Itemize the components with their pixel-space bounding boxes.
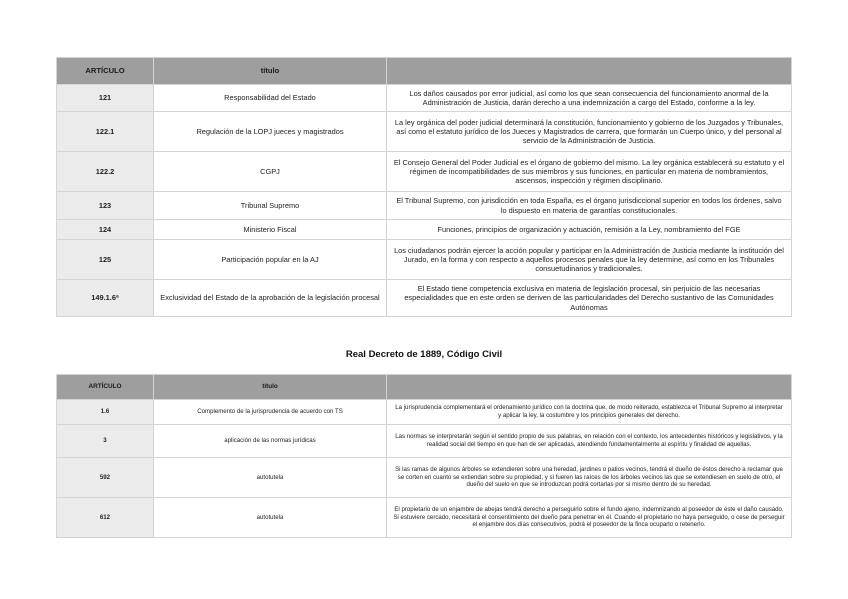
titulo-cell: CGPJ (154, 152, 387, 192)
articulo-cell: 121 (57, 85, 154, 112)
header-titulo: título (154, 58, 387, 85)
titulo-cell: Ministerio Fiscal (154, 220, 387, 240)
articulo-cell: 124 (57, 220, 154, 240)
texto-cell: El Consejo General del Poder Judicial es el órgano de gobierno del mismo. La ley orgánica establecerá su estatuto y el régimen de incompatibilidades de sus miembros y sus funciones, en particular en materia de nombramientos, ascensos, inspección y régimen disciplinario. (387, 152, 792, 192)
articulo-cell: 125 (57, 240, 154, 280)
articulo-cell: 123 (57, 192, 154, 220)
titulo-cell: autotutela (154, 458, 387, 498)
table-header-row (57, 375, 792, 400)
texto-cell: Los daños causados por error judicial, así como los que sean consecuencia del funcionamiento anormal de la Administración de Justicia, darán derecho a una indemnización a cargo del Estado, conforme a la ley. (387, 85, 792, 112)
table-row (57, 400, 792, 425)
texto-cell: Funciones, principios de organización y actuación, remisión a la Ley, nombramiento del FGE (387, 220, 792, 240)
articulo-cell: 149.1.6ª (57, 280, 154, 317)
header-texto (387, 58, 792, 85)
texto-cell: La jurisprudencia complementará el ordenamiento jurídico con la doctrina que, de modo reiterado, establezca el Tribunal Supremo al interpretar y aplicar la ley, la costumbre y los principios generales del derecho. (387, 400, 792, 425)
titulo-cell: aplicación de las normas jurídicas (154, 425, 387, 458)
table-row (57, 220, 792, 240)
titulo-cell: Regulación de la LOPJ jueces y magistrados (154, 112, 387, 152)
titulo-cell: Tribunal Supremo (154, 192, 387, 220)
titulo-cell: Exclusividad del Estado de la aprobación de la legislación procesal (154, 280, 387, 317)
texto-cell: El Tribunal Supremo, con jurisdicción en toda España, es el órgano jurisdiccional superior en todos los órdenes, salvo lo dispuesto en materia de garantías constitucionales. (387, 192, 792, 220)
section-title: Real Decreto de 1889, Código Civil (345, 349, 503, 360)
texto-cell: El propietario de un enjambre de abejas tendrá derecho a perseguirlo sobre el fundo ajeno, indemnizando al poseedor de éste el daño causado. Si estuviere cercado, necesitará el consentimiento del dueño para penetrar en él. Cuando el propietario no haya perseguido, o cese de perseguir el enjambre dos días consecutivos, podrá el poseedor de la finca ocuparlo o retenerlo. (387, 498, 792, 538)
titulo-cell: Participación popular en la AJ (154, 240, 387, 280)
header-titulo: título (154, 375, 387, 400)
header-articulo: ARTÍCULO (57, 375, 154, 400)
articulo-cell: 1.6 (57, 400, 154, 425)
texto-cell: Las normas se interpretarán según el sentido propio de sus palabras, en relación con el contexto, los antecedentes históricos y legislativos, y la realidad social del tiempo en que han de ser aplicadas, atendiendo fundamentalmente al espíritu y finalidad de aquellas. (387, 425, 792, 458)
table-row (57, 425, 792, 458)
table-header-row (57, 58, 792, 85)
texto-cell: El Estado tiene competencia exclusiva en materia de legislación procesal, sin perjuicio de las necesarias especialidades que en este orden se deriven de las particularidades del Derecho sustantivo de las Comunidades Autónomas (387, 280, 792, 317)
header-articulo: ARTÍCULO (57, 58, 154, 85)
table-row (57, 280, 792, 317)
table-row (57, 498, 792, 538)
titulo-cell: Complemento de la jurisprudencia de acuerdo con TS (154, 400, 387, 425)
header-texto (387, 375, 792, 400)
articulo-cell: 122.1 (57, 112, 154, 152)
table-row (57, 112, 792, 152)
texto-cell: La ley orgánica del poder judicial determinará la constitución, funcionamiento y gobierno de los Juzgados y Tribunales, así como el estatuto jurídico de los Jueces y Magistrados de carrera, que formarán un Cuerpo único, y del personal al servicio de la Administración de Justicia. (387, 112, 792, 152)
articulo-cell: 3 (57, 425, 154, 458)
articulo-cell: 592 (57, 458, 154, 498)
constitution-articles-table (56, 57, 792, 317)
table-row (57, 192, 792, 220)
texto-cell: Los ciudadanos podrán ejercer la acción popular y participar en la Administración de Justicia mediante la institución del Jurado, en la forma y con respecto a aquellos procesos penales que la ley determine, así como en los Tribunales consuetudinarios y tradicionales. (387, 240, 792, 280)
titulo-cell: autotutela (154, 498, 387, 538)
table-row (57, 240, 792, 280)
table-row (57, 85, 792, 112)
texto-cell: Si las ramas de algunos árboles se extendieren sobre una heredad, jardines o patios vecinos, tendrá el dueño de éstos derecho a reclamar que se corten en cuanto se extiendan sobre su propiedad, y si fueren las raíces de los árboles vecinos las que se extendiesen en suelo de otro, el dueño del suelo en que se introduzcan podrá cortarlas por sí mismo dentro de su heredad. (387, 458, 792, 498)
table-row (57, 458, 792, 498)
table-row (57, 152, 792, 192)
articulo-cell: 612 (57, 498, 154, 538)
titulo-cell: Responsabilidad del Estado (154, 85, 387, 112)
civil-code-articles-table (56, 374, 792, 538)
articulo-cell: 122.2 (57, 152, 154, 192)
